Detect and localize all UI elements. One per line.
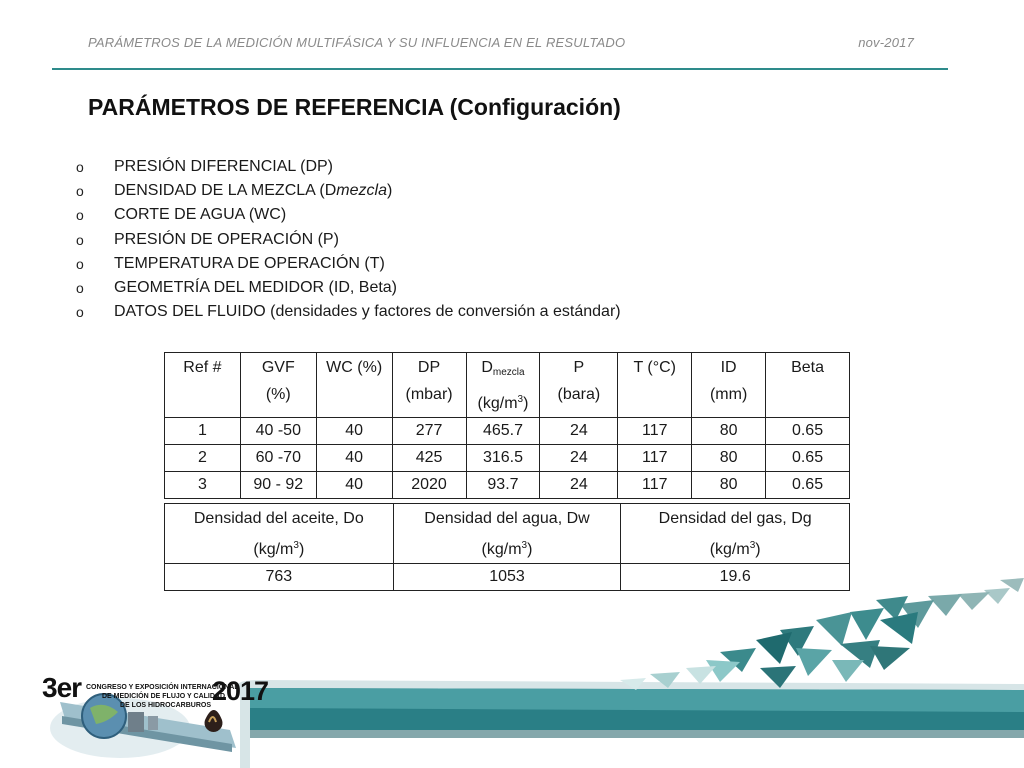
table-cell: 465.7 (466, 418, 540, 445)
list-item-text: GEOMETRÍA DEL MEDIDOR (ID, Beta) (114, 279, 398, 297)
table-cell: 0.65 (766, 472, 850, 499)
column-header-gvf: GVF (%) (240, 353, 316, 418)
column-header-id: ID (mm) (692, 353, 766, 418)
table-cell: 40 (316, 445, 392, 472)
table-cell: 1053 (393, 564, 621, 591)
table-cell: 19.6 (621, 564, 850, 591)
table-cell: 80 (692, 472, 766, 499)
logo-line-1: CONGRESO Y EXPOSICIÓN INTERNACIONAL (86, 684, 239, 691)
bullet-marker: o (76, 304, 84, 321)
table-cell: 60 -70 (240, 445, 316, 472)
bullet-marker: o (76, 207, 84, 224)
table-cell: 24 (540, 472, 618, 499)
table-cell: 117 (618, 445, 692, 472)
logo-line-2: DE MEDICIÓN DE FLUJO Y CALIDAD (102, 693, 226, 700)
column-header-ref: Ref # (165, 353, 241, 418)
list-item-text: PRESIÓN DIFERENCIAL (DP) (114, 158, 333, 176)
header-subtitle: PARÁMETROS DE LA MEDICIÓN MULTIFÁSICA Y SU INFLUENCIA EN EL RESULTADO (88, 35, 626, 50)
table-cell: 80 (692, 418, 766, 445)
logo-ordinal: 3er (42, 672, 82, 703)
page-title: PARÁMETROS DE REFERENCIA (Configuración) (88, 94, 621, 120)
table-cell: 40 (316, 418, 392, 445)
table-cell: 117 (618, 472, 692, 499)
table-cell: 0.65 (766, 418, 850, 445)
column-header-oil-density: Densidad del aceite, Do $(kg/m^3)$ (165, 504, 394, 564)
header-date: nov-2017 (858, 35, 914, 50)
column-header-dmezcla: $D_{mezcla}$ $(kg/m^3)$ (466, 353, 540, 418)
table-cell: 0.65 (766, 445, 850, 472)
table-cell: 425 (392, 445, 466, 472)
table-cell: 93.7 (466, 472, 540, 499)
table-cell: 90 - 92 (240, 472, 316, 499)
list-item-text-prefix: DENSIDAD DE LA MEZCLA (D (114, 182, 337, 200)
bullet-marker: o (76, 280, 84, 297)
table-cell: 80 (692, 445, 766, 472)
column-header-gas-density: Densidad del gas, Dg $(kg/m^3)$ (621, 504, 850, 564)
list-item-text: PRESIÓN DE OPERACIÓN (P) (114, 230, 339, 248)
list-item-text: DATOS DEL FLUIDO (densidades y factores de conversión a estándar) (114, 303, 621, 321)
table-cell: 1 (165, 418, 241, 445)
table-cell: 117 (618, 418, 692, 445)
bullet-marker: o (76, 183, 84, 200)
bullet-marker: o (76, 231, 84, 248)
list-item-text: CORTE DE AGUA (WC) (114, 206, 287, 224)
column-header-water-density: Densidad del agua, Dw $(kg/m^3)$ (393, 504, 621, 564)
column-header-dp: DP (mbar) (392, 353, 466, 418)
table-cell: 2020 (392, 472, 466, 499)
event-logo-text (40, 672, 272, 712)
table-cell: 24 (540, 418, 618, 445)
table-cell: 2 (165, 445, 241, 472)
logo-line-3: DE LOS HIDROCARBUROS (120, 702, 212, 709)
bullet-marker: o (76, 159, 84, 176)
table-cell: 277 (392, 418, 466, 445)
list-item-text-suffix: ) (386, 182, 393, 200)
bullet-marker: o (76, 255, 84, 272)
list-item-text-italic: mezcla (336, 182, 387, 200)
column-header-p: P (bara) (540, 353, 618, 418)
table-cell: 763 (165, 564, 394, 591)
column-header-t: T (°C) (618, 353, 692, 418)
logo-year: 2017 (212, 676, 269, 706)
table-cell: 40 (316, 472, 392, 499)
list-item-text: TEMPERATURA DE OPERACIÓN (T) (114, 254, 385, 272)
table-cell: 316.5 (466, 445, 540, 472)
column-header-beta: Beta (766, 353, 850, 418)
table-cell: 24 (540, 445, 618, 472)
table-cell: 40 -50 (240, 418, 316, 445)
table-cell: 3 (165, 472, 241, 499)
column-header-wc: WC (%) (316, 353, 392, 418)
